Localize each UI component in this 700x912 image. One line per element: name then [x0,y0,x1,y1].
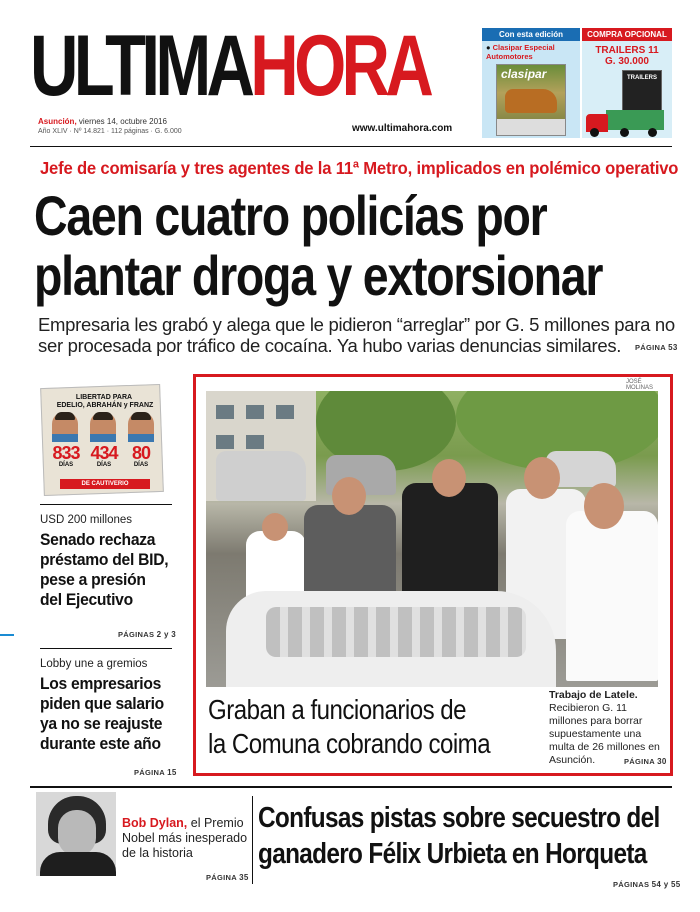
bottom-divider [30,786,672,788]
bottom-headline[interactable]: Confusas pistas sobre secuestro del ganadero Félix Urbieta en Horqueta [258,802,660,870]
captivity-label: DE CAUTIVERIO [60,479,150,489]
margin-marker [0,634,14,636]
column-divider [40,504,172,505]
news-photo [206,391,658,687]
lead-headline[interactable]: Caen cuatro policías por plantar droga y extorsionar [34,184,603,307]
lead-page-ref[interactable]: PÁGINA 53 [635,343,678,352]
masthead-divider [30,146,672,147]
dylan-page-ref[interactable]: PÁGINA 35 [206,873,249,882]
photo-credit: JOSÉ MOLINAS [626,379,654,391]
photo-story-page-ref[interactable]: PÁGINA 30 [624,757,667,766]
days-count: 833 DÍAS [52,443,80,468]
car-icon [505,89,557,113]
optional-promo-header: COMPRA OPCIONAL [582,28,672,41]
story-kicker: USD 200 millones [40,514,133,526]
story-page-ref[interactable]: PÁGINA 15 [134,768,177,777]
lead-deck: Empresaria les grabó y alega que le pidieron “arreglar” por G. 5 millones para no ser procesada por tráfico de cocaína. Ya hubo varias denuncias similares. [38,314,675,356]
bottom-page-ref[interactable]: PÁGINAS 54 y 55 [613,880,681,889]
photo-story-box[interactable] [193,374,673,776]
story-page-ref[interactable]: PÁGINAS 2 y 3 [118,630,176,639]
story-headline[interactable]: Senado rechaza préstamo del BID, pese a presión del Ejecutivo [40,530,169,609]
edition-promo-header: Con esta edición [482,28,580,41]
edition-promo[interactable] [482,28,580,138]
trailers-cover-image: TRAILERS [622,70,662,118]
website-link[interactable]: www.ultimahora.com [352,123,453,134]
optional-purchase-promo[interactable] [582,28,672,138]
freedom-names: EDELIO, ABRAHÁN y FRANZ [56,402,154,409]
hostage-face-icon [90,412,116,442]
column-divider [252,796,253,884]
date-line: Asunción, viernes 14, octubre 2016 [38,117,167,126]
captivity-days [48,444,160,478]
lead-kicker: Jefe de comisaría y tres agentes de la 11ª Metro, implicados en polémico operativo [40,158,679,178]
dylan-teaser[interactable]: Bob Dylan, el Premio Nobel más inesperado de la historia [122,816,248,860]
story-headline[interactable]: Los empresarios piden que salario ya no se reajuste durante este año [40,674,164,753]
hostage-photos [50,412,156,442]
column-divider [40,648,172,649]
issue-info: Año XLIV · Nº 14.821 · 112 páginas · G. 6.000 [38,128,182,135]
bob-dylan-photo [36,792,116,876]
freedom-campaign-box [40,382,166,494]
days-count: 80 DÍAS [131,443,151,468]
hostage-face-icon [52,412,78,442]
truck-icon [586,106,666,138]
days-count: 434 DÍAS [90,443,118,468]
newspaper-logo[interactable]: ULTIMAHORA [30,18,430,114]
hostage-face-icon [128,412,154,442]
magazine-cover-image: clasipar [496,64,566,136]
photo-caption: Trabajo de Latele. Recibieron G. 11 millones para borrar supuestamente una multa de 26 millones en Asunción. [549,689,660,766]
edition-promo-item: ● Clasipar Especial Automotores [486,43,555,61]
freedom-header: LIBERTAD PARA [75,394,133,401]
masthead [30,18,470,138]
optional-promo-title: TRAILERS 11 G. 30.000 [595,45,659,67]
story-kicker: Lobby une a gremios [40,658,148,670]
photo-story-headline[interactable]: Graban a funcionarios de la Comuna cobrando coima [208,694,491,759]
banknotes [266,607,526,657]
